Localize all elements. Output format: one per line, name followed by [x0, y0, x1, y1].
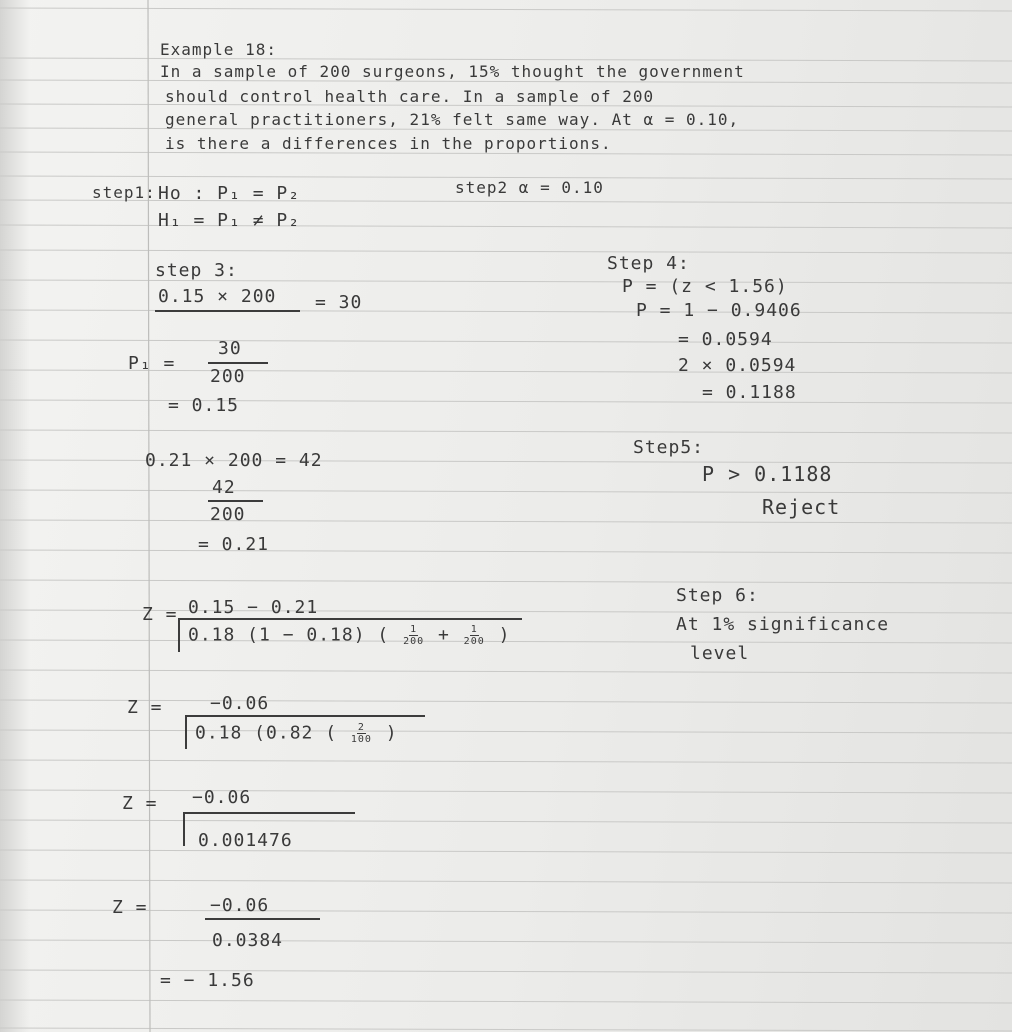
- step5-label: Step5:: [633, 437, 705, 458]
- ruled-line: [0, 520, 1012, 523]
- alt-hypothesis: H₁ = P₁ ≠ P₂: [158, 210, 301, 231]
- step3-product-2: 0.21 × 200 = 42: [145, 450, 323, 471]
- p1-numerator: 30: [218, 338, 242, 359]
- p2-denominator: 200: [210, 504, 246, 525]
- ruled-line: [0, 58, 1012, 61]
- ruled-line: [0, 850, 1012, 853]
- p2-result: = 0.21: [198, 534, 270, 555]
- z1-plus: +: [437, 624, 450, 646]
- problem-line-2: should control health care. In a sample of 200: [165, 87, 655, 106]
- ruled-line: [0, 970, 1012, 973]
- ruled-line: [0, 225, 1012, 228]
- step6-line-2: level: [690, 643, 750, 664]
- ruled-line: [0, 400, 1012, 403]
- z3-numerator: −0.06: [192, 787, 252, 808]
- z3-denominator: 0.001476: [198, 830, 293, 851]
- ruled-line: [0, 580, 1012, 583]
- ruled-line: [0, 490, 1012, 493]
- ruled-line: [0, 910, 1012, 913]
- step4-line-5: = 0.1188: [702, 382, 797, 403]
- step3-result: = 30: [315, 292, 363, 313]
- ruled-line: [0, 430, 1012, 433]
- ruled-line: [0, 670, 1012, 673]
- step2-alpha: step2 α = 0.10: [455, 178, 604, 197]
- p1-result: = 0.15: [168, 395, 240, 416]
- p1-lhs: P₁ =: [128, 353, 176, 374]
- problem-line-3: general practitioners, 21% felt same way. At α = 0.10,: [165, 110, 740, 129]
- null-hypothesis: Ho : P₁ = P₂: [158, 183, 301, 204]
- ruled-line: [0, 1000, 1012, 1003]
- z1-denominator: [188, 624, 510, 647]
- step3-label: step 3:: [155, 260, 238, 281]
- p1-fraction-bar: [208, 362, 268, 364]
- z4-denominator: 0.0384: [212, 930, 284, 951]
- ruled-line: [0, 8, 1012, 11]
- p2-fraction-bar: [208, 500, 263, 502]
- ruled-line: [0, 1028, 1012, 1031]
- z2-denominator: [195, 722, 398, 745]
- z2-numerator: −0.06: [210, 693, 270, 714]
- z1-den-text: 0.18 (1 − 0.18) (: [188, 624, 390, 646]
- step3-product: 0.15 × 200: [158, 286, 277, 307]
- ruled-line: [0, 250, 1012, 253]
- z4-lhs: Z =: [112, 897, 148, 918]
- z2-lhs: Z =: [127, 697, 163, 718]
- example-title: Example 18:: [160, 40, 277, 59]
- step4-line-2: P = 1 − 0.9406: [636, 300, 802, 321]
- ruled-line: [0, 880, 1012, 883]
- ruled-line: [0, 550, 1012, 553]
- z-result: = − 1.56: [160, 970, 255, 991]
- z1-frac-1: $\frac{1}{200}$: [403, 624, 425, 647]
- step4-line-4: 2 × 0.0594: [678, 355, 797, 376]
- z1-numerator: 0.15 − 0.21: [188, 597, 319, 618]
- z1-close: ): [498, 624, 511, 646]
- step5-decision: Reject: [762, 495, 841, 519]
- step1-label: step1:: [92, 183, 156, 202]
- step6-line-1: At 1% significance: [676, 614, 890, 635]
- z3-lhs: Z =: [122, 793, 158, 814]
- margin-line: [148, 0, 150, 1032]
- ruled-line: [0, 310, 1012, 313]
- step3-underline: [155, 310, 300, 312]
- problem-line-4: is there a differences in the proportions.: [165, 134, 612, 153]
- problem-line-1: In a sample of 200 surgeons, 15% thought the government: [160, 62, 745, 81]
- step4-line-3: = 0.0594: [678, 329, 773, 350]
- z2-frac: $\frac{2}{100}$: [350, 722, 372, 745]
- step6-label: Step 6:: [676, 585, 759, 606]
- step5-line-1: P > 0.1188: [702, 462, 833, 486]
- step4-label: Step 4:: [607, 253, 690, 274]
- z1-lhs: Z =: [142, 604, 178, 625]
- p2-numerator: 42: [212, 477, 236, 498]
- p1-denominator: 200: [210, 366, 246, 387]
- ruled-line: [0, 760, 1012, 763]
- ruled-line: [0, 820, 1012, 823]
- z1-frac-2: $\frac{1}{200}$: [463, 624, 485, 647]
- z2-den-text: 0.18 (0.82 (: [195, 722, 338, 744]
- z2-close: ): [385, 722, 398, 744]
- step4-line-1: P = (z < 1.56): [622, 276, 788, 297]
- ruled-line: [0, 940, 1012, 943]
- ruled-line: [0, 730, 1012, 733]
- z4-fraction-bar: [205, 918, 320, 920]
- ruled-line: [0, 280, 1012, 283]
- ruled-line: [0, 340, 1012, 343]
- z4-numerator: −0.06: [210, 895, 270, 916]
